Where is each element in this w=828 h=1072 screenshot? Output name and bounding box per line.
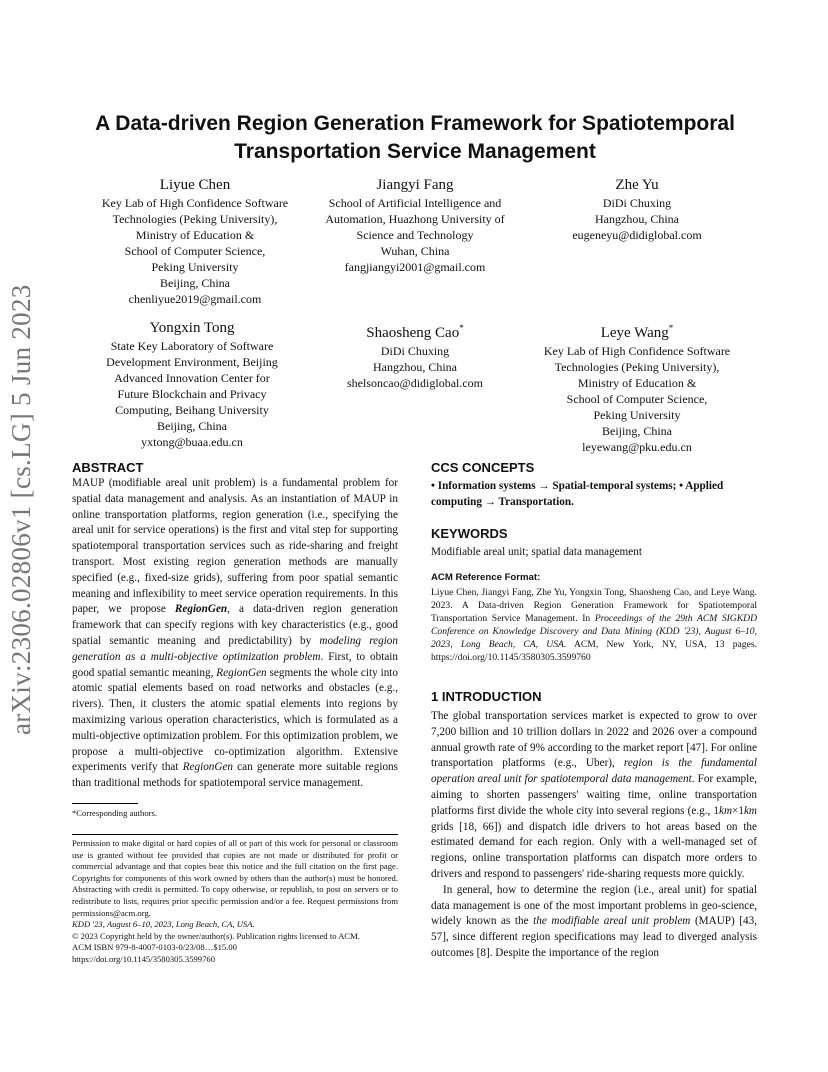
affiliation-line: Future Blockchain and Privacy [117, 387, 267, 401]
author-name: Leye Wang* [600, 323, 674, 341]
author-name: Yongxin Tong [149, 320, 235, 336]
ccs-text: • Information systems → Spatial-temporal systems; • Applied computing → Transportation. [431, 480, 724, 508]
affiliation-line: Ministry of Education & [135, 228, 255, 242]
affiliation-line: Key Lab of High Confidence Software [543, 344, 731, 358]
affiliation-line: Science and Technology [356, 228, 474, 242]
ccs-heading: CCS CONCEPTS [431, 460, 535, 475]
doi-line[interactable]: https://doi.org/10.1145/3580305.3599760 [72, 953, 215, 964]
author-block [300, 175, 530, 275]
affiliation-line: Advanced Innovation Center for [114, 371, 270, 385]
author-name: Liyue Chen [159, 177, 231, 193]
author-block [300, 318, 530, 391]
author-email: eugeneyu@didiglobal.com [572, 228, 702, 242]
author-email: chenliyue2019@gmail.com [128, 292, 262, 306]
author-email: shelsoncao@didiglobal.com [346, 376, 484, 390]
affiliation-line: School of Artificial Intelligence and [328, 196, 502, 210]
footnote: *Corresponding authors. [72, 808, 157, 818]
affiliation-line: Beijing, China [157, 419, 227, 433]
permission-rule [72, 834, 398, 835]
affiliation-line: State Key Laboratory of Software [110, 339, 274, 353]
author-email: yxtong@buaa.edu.cn [141, 435, 243, 449]
corresponding-mark: * [459, 323, 464, 333]
permission-notice: Permission to make digital or hard copies of all or part of this work for personal or classroom use is granted without fee provided that copies are not made or distributed for profit or commercial advantage and that copies bear this notice and the full citation on the first page. Copyrights for components of this work owned by others than the author(s) must be honored. Abstracting with credit is permitted. To copy otherwise, or republish, to post on servers or to redistribute to lists, requires prior specific permission and/or a fee. Request permissions from permissions@acm.org. KDD '23, August 6–10, 2023, Long Beach, CA, USA. © 2023 Copyright held by the owner/author(s). Publication rights licensed to ACM. ACM ISBN 979-8-4007-0103-0/23/08…$15.00 https://doi.org/10.1145/3580305.3599760 [72, 838, 398, 964]
affiliation-line: Technologies (Peking University), [554, 360, 720, 374]
affiliation-line: Development Environment, Beijing [106, 355, 278, 369]
copyright-line: © 2023 Copyright held by the owner/author(s). Publication rights licensed to ACM. [72, 930, 360, 941]
acm-ref-text: Liyue Chen, Jiangyi Fang, Zhe Yu, Yongxin Tong, Shaosheng Cao, and Leye Wang. 2023. A Data-driven Region Generation Framework for Spatiotemporal Transportation Service Management. In Proceedings of the 29th ACM SIGKDD Conference on Knowledge Discovery and Data Mining (KDD '23), August 6–10, 2023, Long Beach, CA, USA. ACM, New York, NY, USA, 13 pages. https://doi.org/10.1145/3580305.3599760 [431, 587, 757, 663]
abstract-text: MAUP (modifiable areal unit problem) is a fundamental problem for spatial data management and analysis. As an instantiation of MAUP in online transportation platforms, region generation (i.e., specifying the areal unit for service operations) is the first and vital step for supporting spatiotemporal transportation services such as ride-sharing and freight transport. Most existing region generation methods are manually specified (e.g., fixed-size grids), suffering from poor spatial semantic meaning and inflexibility to meet service operation requirements. In this paper, we propose RegionGen, a data-driven region generation framework that can specify regions with key characteristics (e.g., good spatial semantic meaning and predictability) by modeling region generation as a multi-objective optimization problem. First, to obtain good spatial semantic meaning, RegionGen segments the whole city into atomic spatial elements based on road networks and obstacles (e.g., rivers). Then, it clusters the atomic spatial elements into regions by maximizing various operation characteristics, which is formulated as a multi-objective optimization problem. For this optimization problem, we propose a multi-objective co-optimization algorithm. Extensive experiments verify that RegionGen can generate more suitable regions than traditional methods for spatiotemporal service management. [72, 477, 398, 790]
affiliation-line: DiDi Chuxing [380, 344, 450, 358]
affiliation-line: Technologies (Peking University), [112, 212, 278, 226]
keywords-text: Modifiable areal unit; spatial data management [431, 546, 642, 558]
affiliation-line: School of Computer Science, [124, 244, 266, 258]
title-line-2: Transportation Service Management [234, 140, 596, 163]
keywords-heading: KEYWORDS [431, 526, 508, 541]
footnote-rule [72, 803, 138, 804]
affiliation-line: Beijing, China [602, 424, 672, 438]
author-email: fangjiangyi2001@gmail.com [344, 260, 486, 274]
author-block [522, 318, 752, 455]
affiliation-line: Peking University [151, 260, 239, 274]
author-block [522, 175, 752, 243]
affiliation-line: Hangzhou, China [373, 360, 457, 374]
affiliation-line: School of Computer Science, [566, 392, 708, 406]
affiliation-line: Hangzhou, China [595, 212, 679, 226]
author-name: Shaosheng Cao* [366, 323, 464, 341]
paper-title [60, 110, 770, 166]
acm-ref-heading: ACM Reference Format: [431, 572, 541, 583]
conference-line: KDD '23, August 6–10, 2023, Long Beach, CA, USA. [72, 919, 255, 930]
abstract-heading: ABSTRACT [72, 460, 144, 475]
arxiv-identifier: arXiv:2306.02806v1 [cs.LG] 5 Jun 2023 [6, 284, 36, 735]
corresponding-mark: * [668, 323, 674, 333]
author-name: Zhe Yu [615, 177, 659, 193]
author-email: leyewang@pku.edu.cn [582, 440, 692, 454]
affiliation-line: Beijing, China [160, 276, 230, 290]
affiliation-line: Key Lab of High Confidence Software [101, 196, 289, 210]
affiliation-line: Automation, Huazhong University of [325, 212, 505, 226]
author-name: Jiangyi Fang [376, 177, 454, 193]
author-block [80, 175, 310, 307]
affiliation-line: DiDi Chuxing [602, 196, 672, 210]
isbn-line: ACM ISBN 979-8-4007-0103-0/23/08…$15.00 [72, 942, 237, 953]
title-line-1: A Data-driven Region Generation Framework for Spatiotemporal [95, 112, 735, 135]
affiliation-line: Peking University [593, 408, 681, 422]
intro-text: The global transportation services market is expected to grow to over 7,200 billion and 10 trillion dollars in 2022 and 2026 over a compound annual growth rate of 9% according to the market report [47]. For online transportation platforms (e.g., Uber), region is the fundamental operation areal unit for spatiotemporal data management. For example, aiming to shorten passengers' waiting time, online transportation platforms first divide the whole city into several regions (e.g., 1km×1km grids [18, 66]) and dispatch idle drivers to hot areas based on the estimated demand for each region. Only with a well-managed set of regions, online transportation platforms can dispatch more orders to drivers and respond to passengers' ride-sharing requests more quickly. In general, how to determine the region (i.e., areal unit) for spatial data management is one of the most important problems in geo-science, widely known as the the modifiable areal unit problem (MAUP) [43, 57], since different region specifications may lead to diverged analysis outcomes [8]. Despite the importance of the region [431, 710, 758, 959]
affiliation-line: Computing, Beihang University [115, 403, 269, 417]
intro-heading: 1 INTRODUCTION [431, 689, 542, 704]
affiliation-line: Wuhan, China [380, 244, 450, 258]
author-block [77, 318, 307, 450]
affiliation-line: Ministry of Education & [577, 376, 697, 390]
